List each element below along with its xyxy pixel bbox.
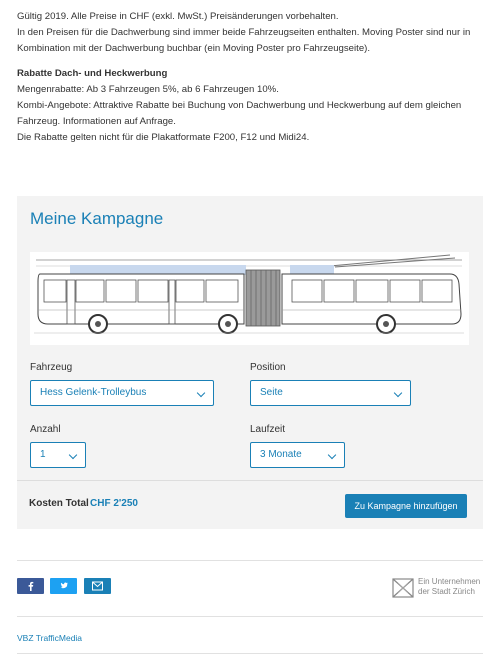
divider <box>17 560 483 561</box>
vehicle-label: Fahrzeug <box>30 362 73 373</box>
chevron-down-icon <box>328 451 336 459</box>
combo-offer-note: Kombi-Angebote: Attraktive Rabatte bei Buchung von Dachwerbung und Heckwerbung auf dem gleichen <box>17 100 462 111</box>
vehicle-select-value: Hess Gelenk-Trolleybus <box>40 387 147 398</box>
discount-exclusion-note: Die Rabatte gelten nicht für die Plakatformate F200, F12 und Midi24. <box>17 132 310 143</box>
facebook-share-button[interactable] <box>17 578 44 594</box>
duration-label: Laufzeit <box>250 424 286 435</box>
envelope-icon <box>84 578 111 594</box>
combo-offer-note-2: Fahrzeug. Informationen auf Anfrage. <box>17 116 176 127</box>
vehicle-select[interactable] <box>30 380 214 406</box>
chevron-down-icon <box>197 389 205 397</box>
count-select[interactable] <box>30 442 86 468</box>
total-price: CHF 2'250 <box>90 498 138 509</box>
position-select[interactable] <box>250 380 411 406</box>
campaign-panel <box>17 196 483 529</box>
divider <box>17 616 483 617</box>
facebook-icon <box>17 578 44 594</box>
add-to-campaign-button[interactable]: Zu Kampagne hinzufügen <box>345 494 467 518</box>
divider <box>17 653 483 654</box>
chevron-down-icon <box>69 451 77 459</box>
position-label: Position <box>250 362 286 373</box>
campaign-total-bar <box>17 480 483 530</box>
quantity-discount-note: Mengenrabatte: Ab 3 Fahrzeugen 5%, ab 6 Fahrzeugen 10%. <box>17 84 279 95</box>
brand-line-1: Ein Unternehmen <box>418 577 481 586</box>
discount-heading: Rabatte Dach- und Heckwerbung <box>17 68 168 79</box>
count-label: Anzahl <box>30 424 61 435</box>
count-select-value: 1 <box>40 449 46 460</box>
duration-select-value: 3 Monate <box>260 449 302 460</box>
trolleybus-drawing <box>30 252 469 345</box>
duration-select[interactable] <box>250 442 345 468</box>
brand-line-2: der Stadt Zürich <box>418 586 475 596</box>
moving-poster-note: Kombination mit der Dachwerbung buchbar (ein Moving Poster pro Fahrzeugseite). <box>17 43 371 54</box>
zurich-coat-of-arms-icon <box>392 578 414 598</box>
pricing-notes <box>17 9 485 146</box>
validity-note: Gültig 2019. Alle Preise in CHF (exkl. MwSt.) Preisänderungen vorbehalten. <box>17 11 339 22</box>
campaign-title: Meine Kampagne <box>30 209 164 228</box>
city-of-zurich-brand <box>392 577 484 601</box>
chevron-down-icon <box>394 389 402 397</box>
position-select-value: Seite <box>260 387 283 398</box>
bus-illustration <box>30 252 469 345</box>
twitter-icon <box>50 578 77 594</box>
email-share-button[interactable] <box>84 578 111 594</box>
total-label: Kosten Total <box>29 498 89 509</box>
roof-ad-note: In den Preisen für die Dachwerbung sind immer beide Fahrzeugseiten enthalten. Moving Poster sind nur in <box>17 27 471 38</box>
twitter-share-button[interactable] <box>50 578 77 594</box>
vbz-trafficmedia-link[interactable]: VBZ TrafficMedia <box>17 633 83 643</box>
